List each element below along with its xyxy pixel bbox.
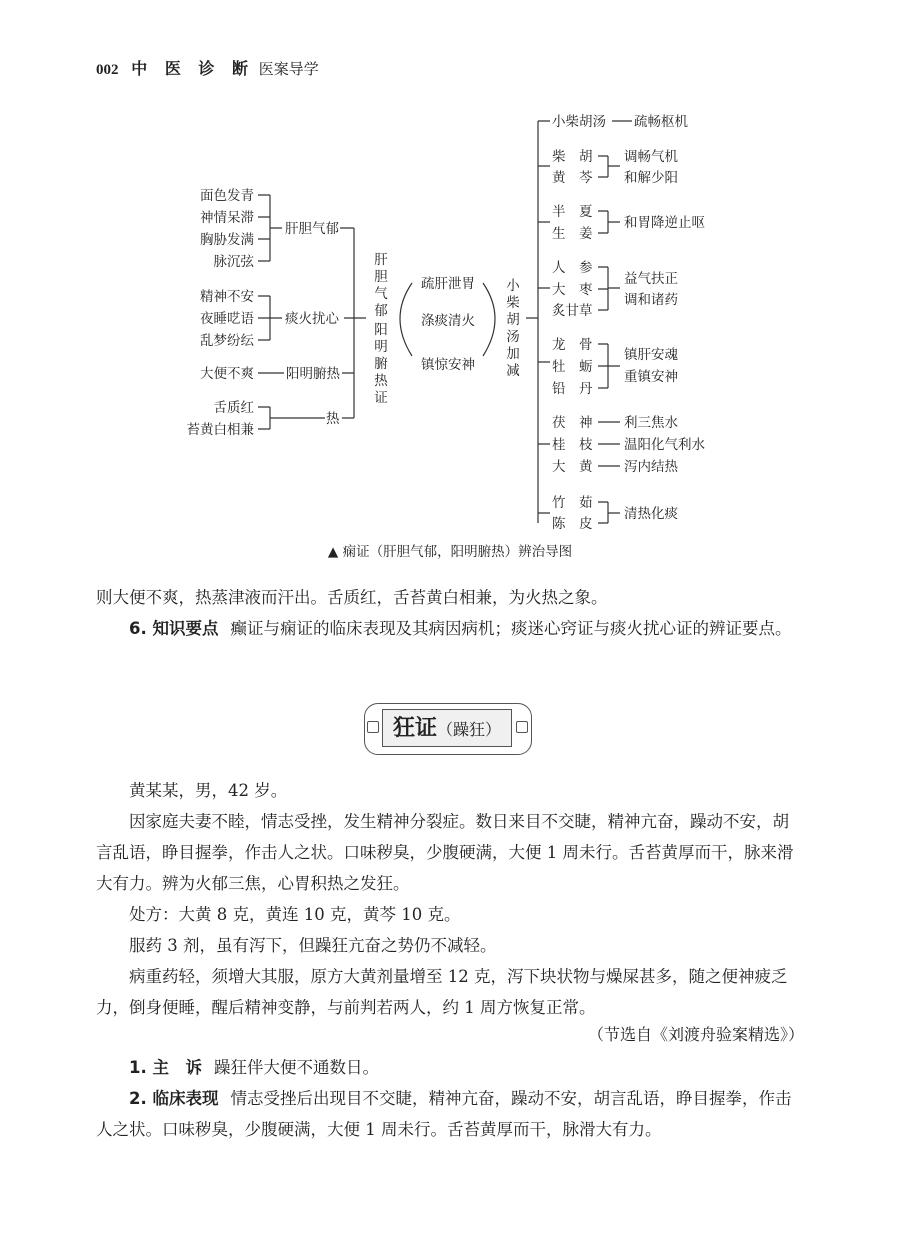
diagram-caption: ▲ 痫证（肝胆气郁，阳明腑热）辨治导图 [327, 544, 573, 560]
syndrome-char: 腑 [374, 356, 388, 372]
page-number: 002 [96, 62, 119, 78]
point-1-text: 躁狂伴大便不通数日。 [214, 1058, 379, 1077]
herb-label: 人 参 [552, 260, 593, 276]
herb-label: 龙 骨 [552, 337, 593, 353]
point-1 [96, 1052, 804, 1083]
action-label: 调畅气机 [624, 149, 678, 165]
herb-label: 牡 蛎 [552, 359, 593, 375]
section-banner [364, 703, 532, 755]
formula-char: 汤 [506, 329, 520, 345]
symptom-label: 苔黄白相兼 [186, 422, 254, 438]
herb-label: 竹 茹 [552, 495, 593, 511]
herb-label: 柴 胡 [552, 149, 593, 165]
banner-ornament-right [516, 721, 528, 733]
principle-label: 涤痰清火 [421, 313, 475, 329]
action-label: 和胃降逆止呕 [624, 215, 705, 231]
point-1-label: 1. 主 诉 [129, 1058, 202, 1077]
knowledge-points-6 [96, 613, 804, 644]
syndrome-char: 肝 [374, 252, 388, 268]
section-subtitle: （躁狂） [437, 720, 502, 739]
syndrome-char: 明 [374, 339, 388, 355]
herb-label: 大 黄 [552, 459, 593, 475]
symptom-label: 脉沉弦 [213, 254, 254, 270]
syndrome-char: 胆 [374, 269, 388, 285]
symptom-label: 精神不安 [200, 289, 254, 305]
principle-label: 疏肝泄胃 [421, 276, 475, 292]
formula-char: 柴 [506, 295, 520, 311]
herb-label: 陈 皮 [552, 516, 593, 532]
formula-char: 胡 [506, 312, 520, 328]
symptom-label: 乱梦纷纭 [200, 333, 254, 349]
syndrome-char: 气 [374, 286, 388, 302]
banner-title-box [382, 709, 512, 747]
herb-label: 大 枣 [552, 282, 593, 298]
pattern-label: 肝胆气郁 [285, 221, 339, 237]
syndrome-char: 郁 [374, 303, 388, 319]
symptom-label: 大便不爽 [200, 366, 254, 382]
kp6-text: 癫证与痫证的临床表现及其病因病机；痰迷心窍证与痰火扰心证的辨证要点。 [230, 619, 792, 638]
herb-label: 生 姜 [552, 226, 593, 242]
case-prescription: 处方：大黄 8 克，黄连 10 克，黄芩 10 克。 [129, 905, 461, 924]
herb-label: 桂 枝 [552, 437, 593, 453]
symptom-label: 舌质红 [213, 400, 254, 416]
symptom-label: 夜睡呓语 [200, 311, 254, 327]
formula-char: 加 [506, 346, 520, 362]
action-label: 泻内结热 [624, 459, 678, 475]
case-adjustment: 病重药轻，须增大其服，原方大黄剂量增至 12 克，泻下块状物与燥屎甚多，随之便神疲乏力，倒身便睡，醒后精神变静，与前判若两人，约 1 周方恢复正常。 [96, 967, 788, 1017]
herb-label: 半 夏 [552, 204, 593, 220]
book-subtitle: 医案导学 [258, 60, 319, 78]
action-label: 镇肝安魂 [624, 347, 678, 363]
point-2-label: 2. 临床表现 [129, 1089, 219, 1108]
case-source: （节选自《刘渡舟验案精选》） [587, 1025, 804, 1044]
pattern-label: 热 [326, 411, 340, 427]
herb-label: 小柴胡汤 [552, 114, 606, 130]
paragraph-1: 则大便不爽，热蒸津液而汗出。舌质红，舌苔黄白相兼，为火热之象。 [96, 588, 608, 607]
action-label: 重镇安神 [624, 369, 678, 385]
point-2 [96, 1083, 804, 1145]
herb-label: 茯 神 [552, 415, 593, 431]
action-label: 利三焦水 [624, 415, 678, 431]
herb-label: 黄 芩 [552, 170, 593, 186]
action-label: 和解少阳 [624, 170, 678, 186]
kp6-label: 6. 知识要点 [129, 619, 219, 638]
herb-label: 铅 丹 [552, 381, 593, 397]
action-label: 疏畅枢机 [634, 114, 688, 130]
formula-char: 小 [506, 278, 520, 294]
principle-label: 镇惊安神 [421, 357, 475, 373]
banner-ornament-left [367, 721, 379, 733]
herb-label: 炙甘草 [552, 303, 593, 319]
book-title: 中 医 诊 断 [131, 59, 254, 78]
case-followup: 服药 3 剂，虽有泻下，但躁狂亢奋之势仍不减轻。 [129, 936, 497, 955]
pattern-label: 阳明腑热 [286, 366, 340, 382]
pattern-label: 痰火扰心 [285, 311, 339, 327]
syndrome-char: 阳 [374, 322, 388, 338]
case-patient-line: 黄某某，男，42 岁。 [129, 781, 288, 800]
action-label: 温阳化气利水 [624, 437, 705, 453]
symptom-label: 胸胁发满 [200, 232, 254, 248]
symptom-label: 面色发青 [200, 188, 254, 204]
section-title: 狂证 [392, 715, 437, 741]
action-label: 调和诸药 [624, 292, 678, 308]
action-label: 清热化痰 [624, 506, 678, 522]
formula-char: 减 [506, 363, 520, 379]
symptom-label: 神情呆滞 [200, 210, 254, 226]
treatment-diagram [0, 0, 900, 540]
action-label: 益气扶正 [624, 271, 678, 287]
syndrome-char: 证 [374, 390, 388, 406]
point-2-text: 情志受挫后出现目不交睫，精神亢奋，躁动不安，胡言乱语，睁目握拳，作击人之状。口味秽臭，少腹硬满，大便 1 周未行。舌苔黄厚而干，脉滑大有力。 [96, 1089, 792, 1139]
case-history: 因家庭夫妻不睦，情志受挫，发生精神分裂症。数日来目不交睫，精神亢奋，躁动不安，胡言乱语，睁目握拳，作击人之状。口味秽臭，少腹硬满，大便 1 周未行。舌苔黄厚而干，脉来滑大有力。辨为火郁三焦，心胃积热之发狂。 [96, 812, 794, 893]
syndrome-char: 热 [374, 373, 388, 389]
